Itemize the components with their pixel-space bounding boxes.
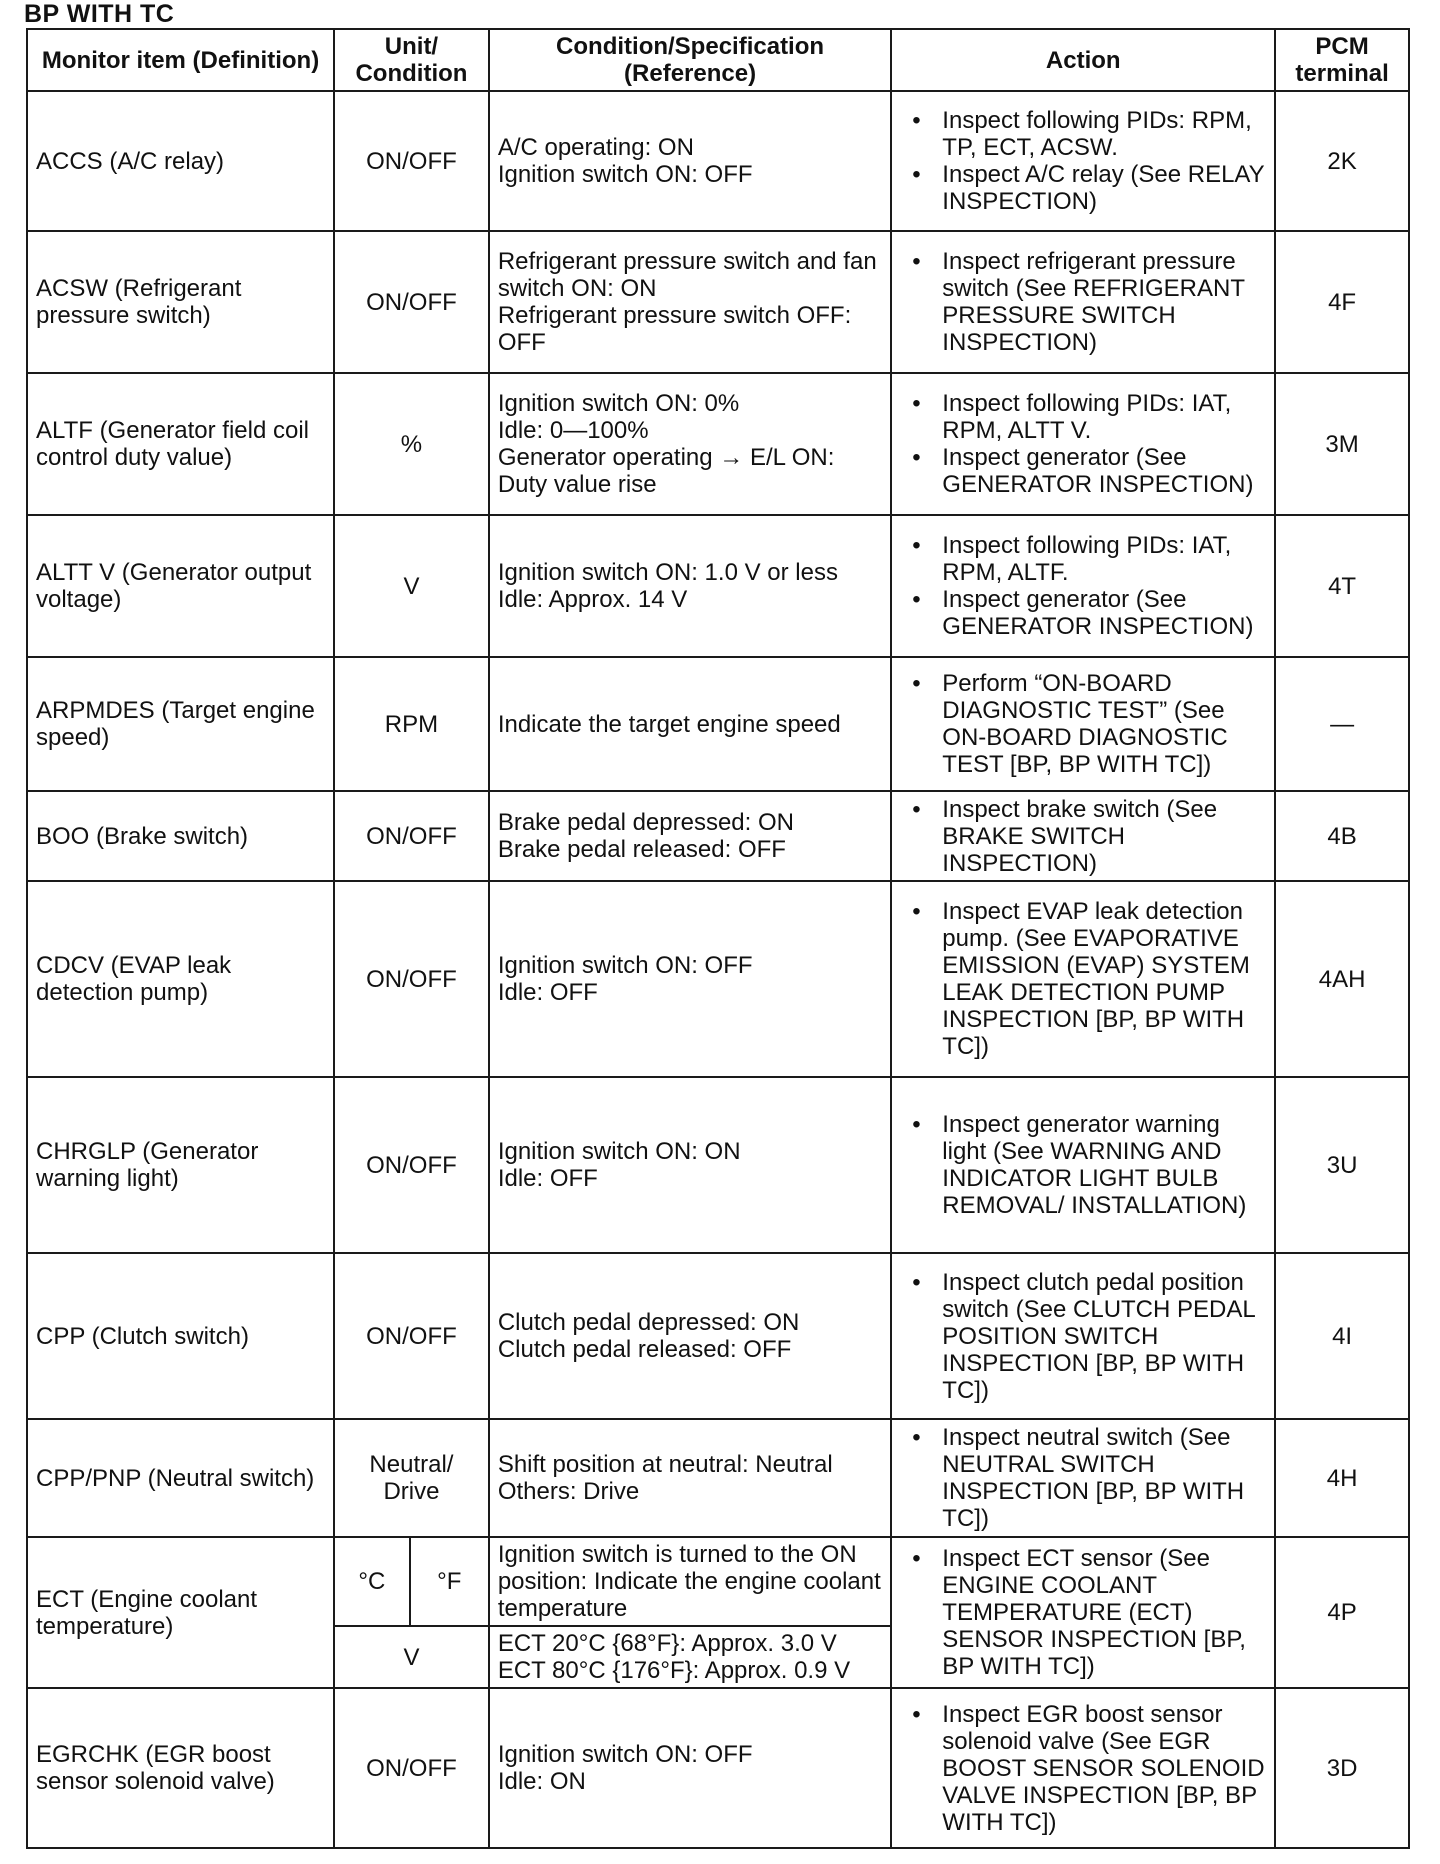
action-cell [891, 91, 1275, 231]
condition-line: Others: Drive [497, 1478, 640, 1505]
condition-line: Generator operating → E/L ON: Duty value rise [497, 444, 835, 498]
action-bullet: • Inspect generator warning light (See WARNING AND INDICATOR LIGHT BULB REMOVAL/ INSTALLATION) [942, 1111, 1266, 1219]
condition-cell [489, 657, 891, 791]
condition-line: Brake pedal depressed: ON [497, 809, 794, 836]
action-bullet: • Perform “ON-BOARD DIAGNOSTIC TEST” (See ON-BOARD DIAGNOSTIC TEST [BP, BP WITH TC]) [942, 670, 1266, 778]
condition-line: Clutch pedal released: OFF [497, 1336, 792, 1363]
monitor-item: CPP/PNP (Neutral switch) [27, 1419, 334, 1537]
condition-line: Idle: OFF [497, 979, 598, 1006]
action-cell [891, 1253, 1275, 1419]
pcm-terminal: 4B [1275, 791, 1409, 881]
action-bullet: • Inspect following PIDs: IAT, RPM, ALTF. [942, 532, 1266, 586]
pcm-terminal: 4AH [1275, 881, 1409, 1077]
table-row [27, 1419, 1409, 1537]
condition-cell [489, 91, 891, 231]
table-row-ect [27, 1537, 1409, 1626]
monitor-item: BOO (Brake switch) [27, 791, 334, 881]
header-unit: Unit/ Condition [334, 29, 489, 91]
action-cell [891, 515, 1275, 657]
action-bullet: • Inspect following PIDs: IAT, RPM, ALTT V. [942, 390, 1266, 444]
monitor-item: ECT (Engine coolant temperature) [27, 1537, 334, 1688]
condition-line: Ignition switch ON: OFF [497, 161, 753, 188]
condition-line: Ignition switch ON: OFF [497, 1741, 753, 1768]
condition-line: A/C operating: ON [497, 134, 694, 161]
table-row [27, 373, 1409, 515]
pcm-terminal: — [1275, 657, 1409, 791]
condition-cell: Ignition switch is turned to the ON position: Indicate the engine coolant temperature [489, 1537, 891, 1626]
unit-condition: ON/OFF [334, 1253, 489, 1419]
condition-line: Ignition switch ON: 1.0 V or less [497, 559, 838, 586]
condition-line: Clutch pedal depressed: ON [497, 1309, 800, 1336]
action-cell [891, 1419, 1275, 1537]
condition-line: Shift position at neutral: Neutral [497, 1451, 833, 1478]
condition-line: Idle: OFF [497, 1165, 598, 1192]
monitor-item: CPP (Clutch switch) [27, 1253, 334, 1419]
header-pcm: PCM terminal [1275, 29, 1409, 91]
action-cell [891, 1688, 1275, 1848]
condition-line: Idle: Approx. 14 V [497, 586, 688, 613]
table-row [27, 91, 1409, 231]
unit-celsius: °C [334, 1537, 410, 1626]
condition-cell [489, 515, 891, 657]
action-bullet: • Inspect clutch pedal position switch (See CLUTCH PEDAL POSITION SWITCH INSPECTION [BP, BP WITH TC]) [942, 1269, 1266, 1404]
condition-line: Refrigerant pressure switch OFF: OFF [497, 302, 852, 356]
unit-volt: V [334, 1626, 489, 1688]
header-action: Action [891, 29, 1275, 91]
pcm-terminal: 4F [1275, 231, 1409, 373]
action-bullet: • Inspect EVAP leak detection pump. (See EVAPORATIVE EMISSION (EVAP) SYSTEM LEAK DETECTION PUMP INSPECTION [BP, BP WITH TC]) [942, 898, 1266, 1060]
condition-cell [489, 373, 891, 515]
condition-cell [489, 1626, 891, 1688]
unit-condition: ON/OFF [334, 881, 489, 1077]
pcm-terminal: 3U [1275, 1077, 1409, 1253]
action-bullet: • Inspect A/C relay (See RELAY INSPECTION) [942, 161, 1266, 215]
condition-cell [489, 791, 891, 881]
pcm-terminal: 4H [1275, 1419, 1409, 1537]
condition-line: Idle: ON [497, 1768, 586, 1795]
unit-condition: ON/OFF [334, 231, 489, 373]
table-row-egrchk [27, 1688, 1409, 1848]
condition-line: Ignition switch ON: 0% [497, 390, 740, 417]
table-row [27, 881, 1409, 1077]
action-bullet: • Inspect neutral switch (See NEUTRAL SWITCH INSPECTION [BP, BP WITH TC]) [942, 1424, 1266, 1532]
unit-condition: ON/OFF [334, 791, 489, 881]
table-row [27, 231, 1409, 373]
header-row [27, 29, 1409, 91]
table-row [27, 791, 1409, 881]
action-bullet: • Inspect generator (See GENERATOR INSPECTION) [942, 444, 1266, 498]
condition-line: Ignition switch ON: OFF [497, 952, 753, 979]
condition-line: Idle: 0—100% [497, 417, 649, 444]
condition-cell [489, 1688, 891, 1848]
header-monitor: Monitor item (Definition) [27, 29, 334, 91]
header-condition: Condition/Specification (Reference) [489, 29, 891, 91]
condition-line: Refrigerant pressure switch and fan switch ON: ON [497, 248, 877, 302]
action-cell [891, 373, 1275, 515]
table-row [27, 1253, 1409, 1419]
action-bullet: • Inspect refrigerant pressure switch (See REFRIGERANT PRESSURE SWITCH INSPECTION) [942, 248, 1266, 356]
monitor-item: ARPMDES (Target engine speed) [27, 657, 334, 791]
action-cell [891, 1077, 1275, 1253]
unit-condition: V [334, 515, 489, 657]
table-row [27, 515, 1409, 657]
action-cell [891, 1537, 1275, 1688]
unit-condition: ON/OFF [334, 1688, 489, 1848]
action-cell [891, 657, 1275, 791]
monitor-item: ALTT V (Generator output voltage) [27, 515, 334, 657]
condition-line: ECT 80°C {176°F}: Approx. 0.9 V [497, 1657, 851, 1684]
action-bullet: • Inspect brake switch (See BRAKE SWITCH INSPECTION) [942, 796, 1266, 877]
monitor-item: CDCV (EVAP leak detection pump) [27, 881, 334, 1077]
table-row [27, 1077, 1409, 1253]
condition-cell [489, 1253, 891, 1419]
action-cell [891, 791, 1275, 881]
section-title: BP WITH TC [24, 0, 175, 28]
pcm-terminal: 4I [1275, 1253, 1409, 1419]
table-row [27, 657, 1409, 791]
condition-line: Ignition switch ON: ON [497, 1138, 741, 1165]
unit-condition: ON/OFF [334, 1077, 489, 1253]
condition-cell [489, 881, 891, 1077]
condition-line: Indicate the target engine speed [497, 710, 841, 738]
unit-condition: ON/OFF [334, 91, 489, 231]
condition-cell [489, 231, 891, 373]
action-cell [891, 231, 1275, 373]
monitor-item: ACSW (Refrigerant pressure switch) [27, 231, 334, 373]
pcm-terminal: 4T [1275, 515, 1409, 657]
pcm-terminal: 2K [1275, 91, 1409, 231]
unit-fahrenheit: °F [410, 1537, 489, 1626]
unit-condition: % [334, 373, 489, 515]
action-cell [891, 881, 1275, 1077]
action-bullet: • Inspect following PIDs: RPM, TP, ECT, ACSW. [942, 107, 1266, 161]
condition-cell [489, 1419, 891, 1537]
monitor-item: CHRGLP (Generator warning light) [27, 1077, 334, 1253]
monitor-item: ALTF (Generator field coil control duty value) [27, 373, 334, 515]
unit-condition: RPM [334, 657, 489, 791]
monitor-item: EGRCHK (EGR boost sensor solenoid valve) [27, 1688, 334, 1848]
condition-cell [489, 1077, 891, 1253]
monitor-item: ACCS (A/C relay) [27, 91, 334, 231]
condition-line: Brake pedal released: OFF [497, 836, 786, 863]
action-bullet: • Inspect ECT sensor (See ENGINE COOLANT TEMPERATURE (ECT) SENSOR INSPECTION [BP, BP WITH TC]) [942, 1545, 1266, 1680]
pcm-terminal: 4P [1275, 1537, 1409, 1688]
pcm-terminal: 3D [1275, 1688, 1409, 1848]
pcm-terminal: 3M [1275, 373, 1409, 515]
unit-condition: Neutral/ Drive [334, 1419, 489, 1537]
condition-line: ECT 20°C {68°F}: Approx. 3.0 V [497, 1630, 837, 1657]
monitor-table [26, 28, 1410, 1849]
action-bullet: • Inspect EGR boost sensor solenoid valve (See EGR BOOST SENSOR SOLENOID VALVE INSPECTION [BP, BP WITH TC]) [942, 1701, 1266, 1836]
action-bullet: • Inspect generator (See GENERATOR INSPECTION) [942, 586, 1266, 640]
